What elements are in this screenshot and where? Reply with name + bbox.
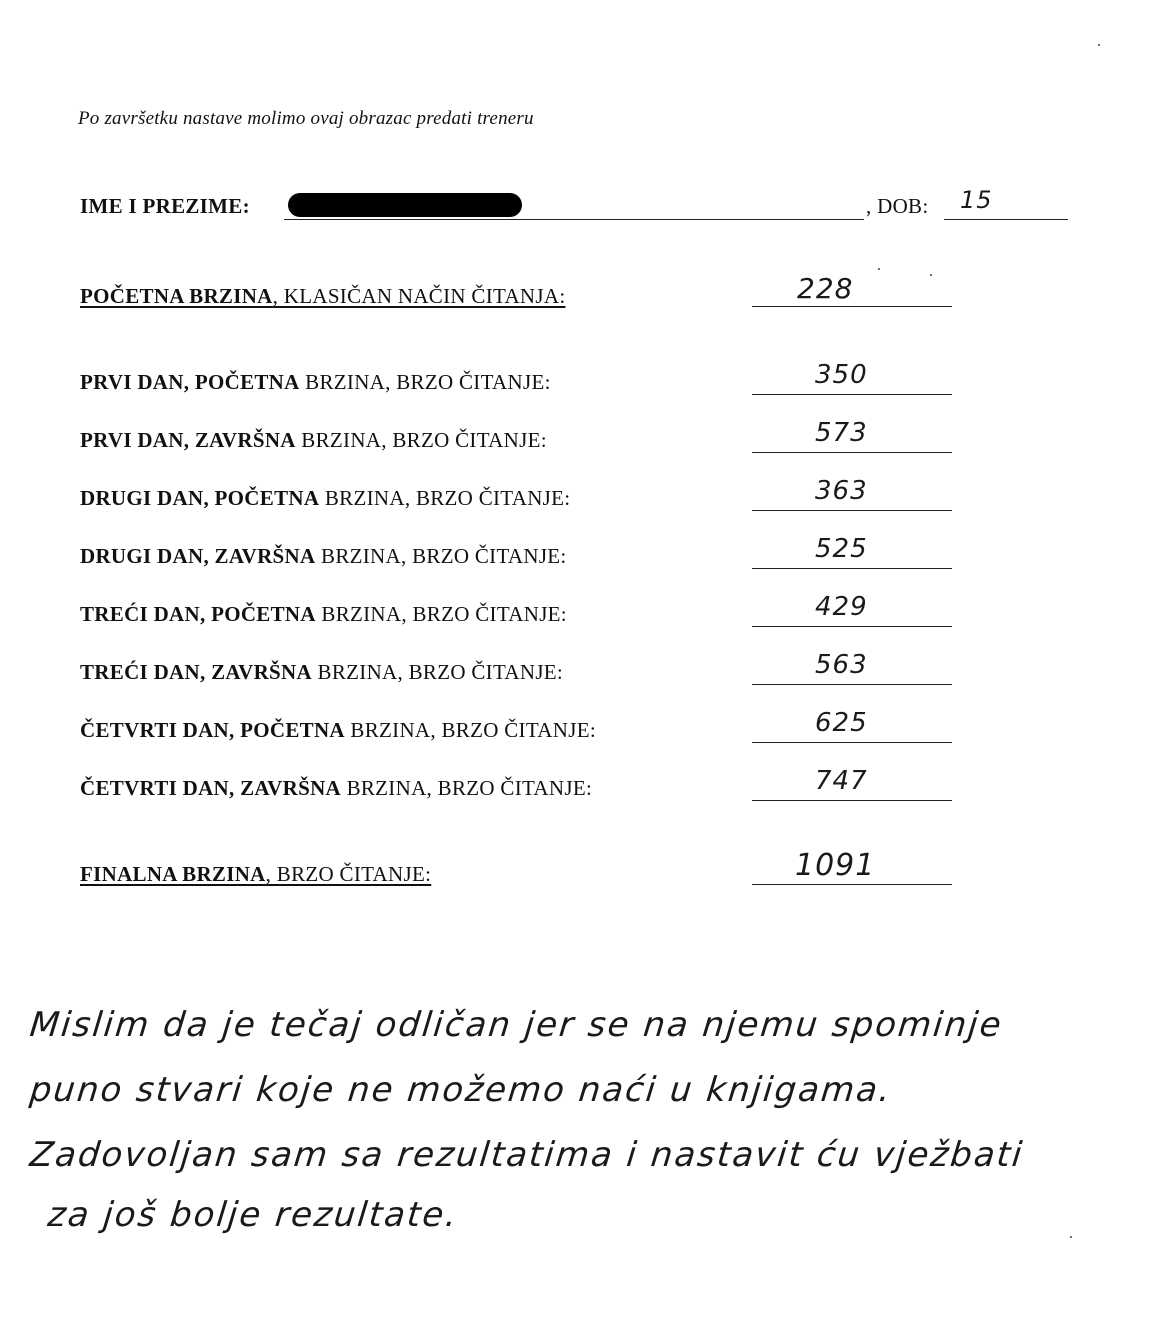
age-field-line [944,219,1068,220]
speed-row-line [752,626,952,627]
redacted-name [288,193,522,217]
speed-row-value: 363 [815,476,868,506]
form-instruction: Po završetku nastave molimo ovaj obrazac predati treneru [78,108,534,129]
speed-row-label: TREĆI DAN, POČETNA BRZINA, BRZO ČITANJE: [80,602,567,626]
speed-row-value: 573 [815,418,868,448]
speed-row-label: ČETVRTI DAN, POČETNA BRZINA, BRZO ČITANJE: [80,718,596,742]
speed-row-line [752,568,952,569]
scan-speck [878,268,880,270]
speed-row-value: 563 [815,650,868,680]
speed-row-value: 350 [815,360,868,390]
final-speed-label: FINALNA BRZINA, BRZO ČITANJE: [80,862,432,886]
speed-row-line [752,800,952,801]
final-speed-line [752,884,952,885]
speed-row-label: DRUGI DAN, POČETNA BRZINA, BRZO ČITANJE: [80,486,571,510]
comment-line: Zadovoljan sam sa rezultatima i nastavit ću vježbati [27,1135,1026,1175]
speed-row-value: 429 [815,592,868,622]
initial-speed-line [752,306,952,307]
comment-line: za još bolje rezultate. [45,1195,461,1235]
name-field-line [284,219,864,220]
speed-row-label: ČETVRTI DAN, ZAVRŠNA BRZINA, BRZO ČITANJE: [80,776,593,800]
initial-speed-label: POČETNA BRZINA, KLASIČAN NAČIN ČITANJA: [80,284,566,308]
speed-row-value: 747 [815,766,868,796]
speed-row-value: 625 [815,708,868,738]
scan-speck [1098,44,1100,46]
age-field-label: , DOB: [866,194,929,218]
comment-line: Mislim da je tečaj odličan jer se na njemu spominje [27,1005,1005,1045]
speed-row-line [752,510,952,511]
age-value: 15 [960,186,993,214]
scan-speck [930,274,932,276]
speed-row-line [752,742,952,743]
name-field-label: IME I PREZIME: [80,194,250,218]
speed-row-line [752,684,952,685]
scan-speck [1070,1236,1072,1238]
speed-row-label: DRUGI DAN, ZAVRŠNA BRZINA, BRZO ČITANJE: [80,544,567,568]
speed-row-label: PRVI DAN, ZAVRŠNA BRZINA, BRZO ČITANJE: [80,428,547,452]
initial-speed-value: 228 [797,272,854,305]
speed-row-line [752,452,952,453]
speed-row-value: 525 [815,534,868,564]
speed-row-line [752,394,952,395]
comment-line: puno stvari koje ne možemo naći u knjigama. [27,1070,894,1110]
final-speed-value: 1091 [795,848,876,883]
speed-row-label: TREĆI DAN, ZAVRŠNA BRZINA, BRZO ČITANJE: [80,660,564,684]
speed-row-label: PRVI DAN, POČETNA BRZINA, BRZO ČITANJE: [80,370,551,394]
